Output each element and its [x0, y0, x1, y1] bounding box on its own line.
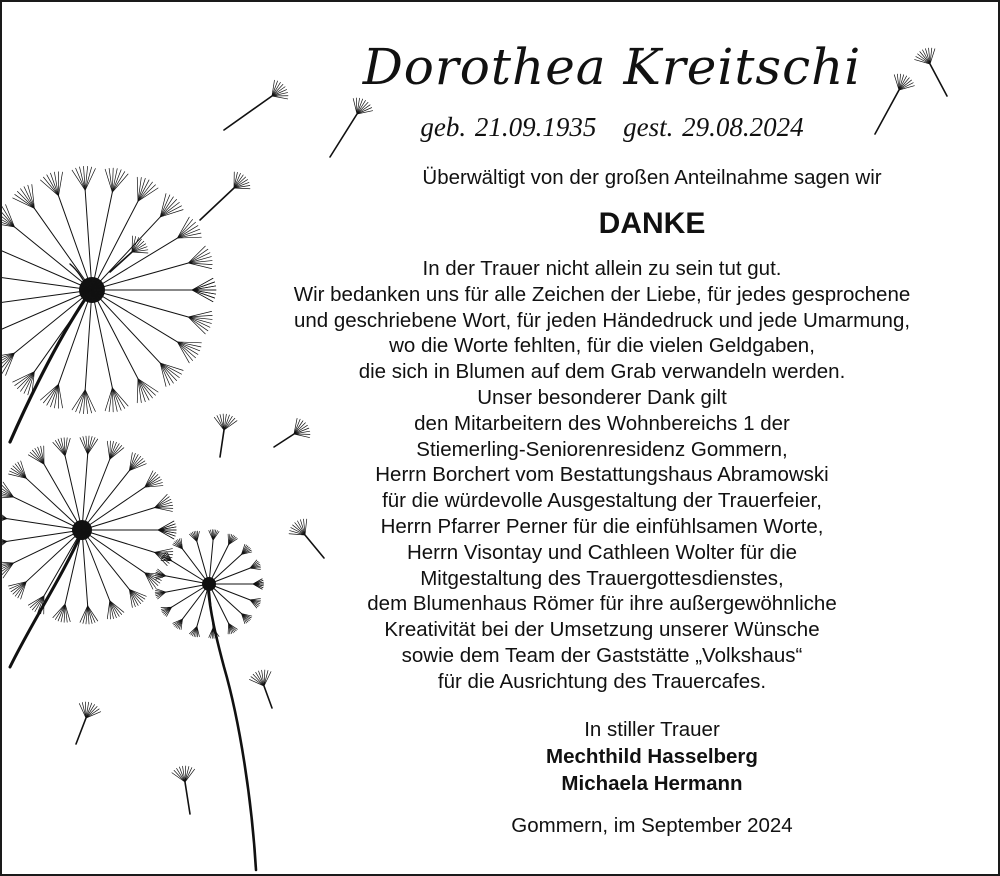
life-dates — [332, 112, 892, 143]
headline: DANKE — [598, 207, 706, 240]
thanks-line: Unser besonderer Dank gilt — [477, 385, 727, 409]
mourner-name: Michaela Hermann — [561, 772, 743, 795]
thanks-line: Mitgestaltung des Trauergottesdienstes, — [420, 566, 784, 590]
thanks-text — [247, 256, 957, 695]
thanks-line: die sich in Blumen auf dem Grab verwandeln werden. — [358, 360, 846, 384]
thanks-line: den Mitarbeitern des Wohnbereichs 1 der — [414, 411, 790, 435]
signoff — [302, 716, 1000, 797]
birth-date: geb. 21.09.1935 — [420, 112, 597, 142]
thanks-line: Herrn Visontay und Cathleen Wolter für die — [406, 540, 798, 564]
deceased-name: Dorothea Kreitschi — [362, 38, 862, 96]
thanks-line: Kreativität bei der Umsetzung unserer Wünsche — [384, 618, 820, 642]
death-date: gest. 29.08.2024 — [623, 112, 804, 142]
intro-text: Überwältigt von der großen Anteilnahme sagen wir — [422, 166, 882, 189]
mourner-name: Mechthild Hasselberg — [546, 745, 758, 768]
thanks-line: sowie dem Team der Gaststätte „Volkshaus“ — [401, 643, 803, 667]
thanks-line: wo die Worte fehlten, für die vielen Geldgaben, — [389, 334, 815, 358]
signoff-label: In stiller Trauer — [584, 718, 720, 741]
thanks-line: für die würdevolle Ausgestaltung der Trauerfeier, — [382, 489, 822, 513]
thanks-line: Wir bedanken uns für alle Zeichen der Liebe, für jedes gesprochene — [293, 282, 911, 306]
thanks-line: für die Ausrichtung des Trauercafes. — [437, 669, 767, 693]
place-date: Gommern, im September 2024 — [511, 814, 793, 837]
thanks-line: und geschriebene Wort, für jeden Händedruck und jede Umarmung, — [293, 308, 911, 332]
thanks-line: In der Trauer nicht allein zu sein tut gut. — [422, 257, 782, 280]
thanks-line: Herrn Pfarrer Perner für die einfühlsamen Worte, — [380, 514, 824, 538]
thanks-line: Herrn Borchert vom Bestattungshaus Abramowski — [375, 463, 829, 487]
thanks-line: dem Blumenhaus Römer für ihre außergewöhnliche — [367, 592, 837, 616]
thanks-line: Stiemerling-Seniorenresidenz Gommern, — [416, 437, 788, 461]
